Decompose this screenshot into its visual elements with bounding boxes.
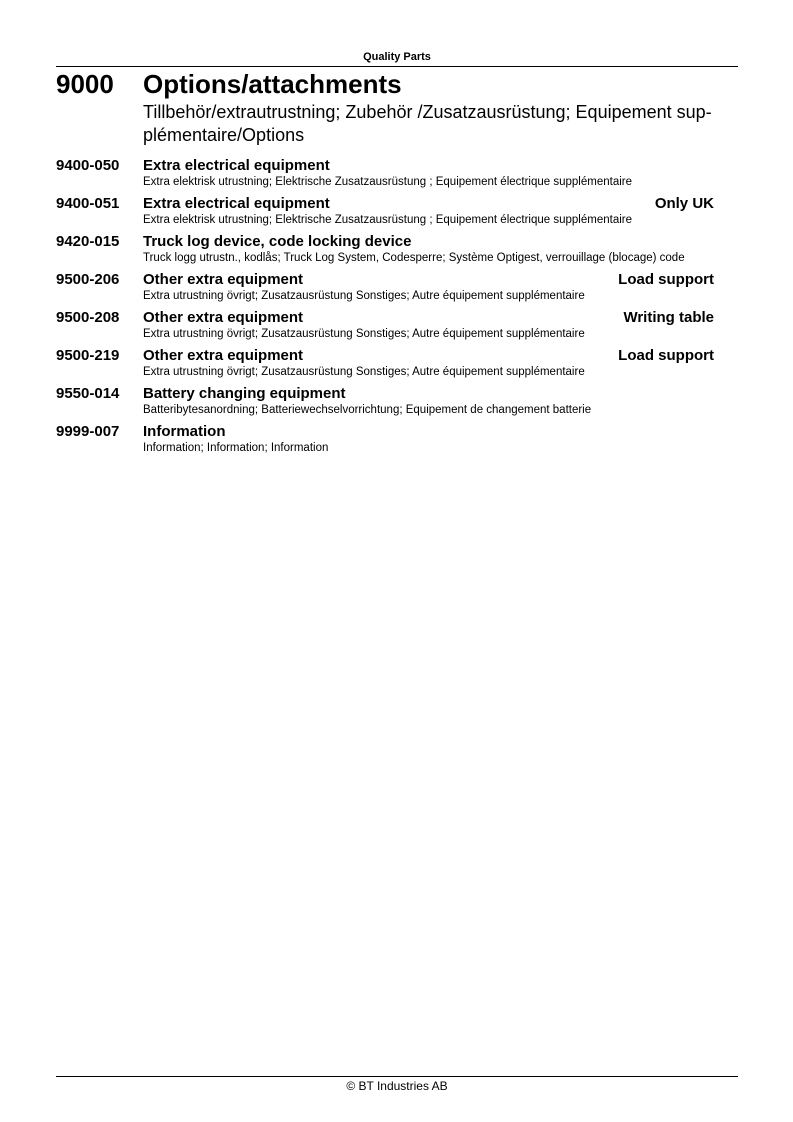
entry-code: 9500-208 [56,309,120,326]
entry-title: Extra electrical equipment [143,157,330,174]
entry-title: Information [143,423,226,440]
entry-title: Extra electrical equipment [143,195,330,212]
entry-title: Other extra equipment [143,309,304,326]
entry-title: Battery changing equipment [143,385,346,402]
entry-code: 9500-219 [56,347,120,364]
section-number: 9000 [56,69,114,99]
section-title: Options/attachments [143,69,402,99]
entry-note: Writing table [623,309,714,326]
entry-note: Load support [618,347,714,364]
entry-code: 9550-014 [56,385,120,402]
entry-9500-219 [56,346,738,380]
entry-code: 9500-206 [56,271,120,288]
entry-note: Load support [618,271,714,288]
entry-list [56,156,738,460]
entry-description: Extra utrustning övrigt; Zusatzausrüstung Sonstiges; Autre équipement supplémentaire [143,328,585,340]
entry-description: Truck logg utrustn., kodlås; Truck Log System, Codesperre; Système Optigest, verrouillage (blocage) code [143,252,685,264]
entry-9500-208 [56,308,738,342]
entry-description: Extra elektrisk utrustning; Elektrische Zusatzausrüstung ; Equipement électrique supplémentaire [143,176,632,188]
entry-code: 9999-007 [56,423,120,440]
entry-code: 9420-015 [56,233,120,250]
entry-9999-007 [56,422,738,456]
entry-9500-206 [56,270,738,304]
footer-copyright: © BT Industries AB [346,1079,448,1093]
entry-description: Extra utrustning övrigt; Zusatzausrüstung Sonstiges; Autre équipement supplémentaire [143,366,585,378]
entry-9420-015 [56,232,738,266]
entry-note: Only UK [654,195,714,212]
entry-code: 9400-051 [56,195,120,212]
page-header-label: Quality Parts [363,51,431,63]
footer-rule [56,1076,738,1077]
entry-title: Truck log device, code locking device [143,233,412,250]
entry-title: Other extra equipment [143,347,304,364]
entry-description: Extra elektrisk utrustning; Elektrische Zusatzausrüstung ; Equipement électrique supplémentaire [143,214,632,226]
entry-9550-014 [56,384,738,418]
entry-9400-051 [56,194,738,228]
entry-description: Information; Information; Information [143,442,329,454]
entry-9400-050 [56,156,738,190]
entry-description: Batteribytesanordning; Batteriewechselvorrichtung; Equipement de changement batterie [143,404,592,416]
section-subtitle: Tillbehör/extrautrustning; Zubehör /Zusatzausrüstung; Equipement sup-plémentaire/Options [143,102,712,145]
header-rule [56,66,738,67]
entry-title: Other extra equipment [143,271,304,288]
entry-code: 9400-050 [56,157,120,174]
entry-description: Extra utrustning övrigt; Zusatzausrüstung Sonstiges; Autre équipement supplémentaire [143,290,585,302]
